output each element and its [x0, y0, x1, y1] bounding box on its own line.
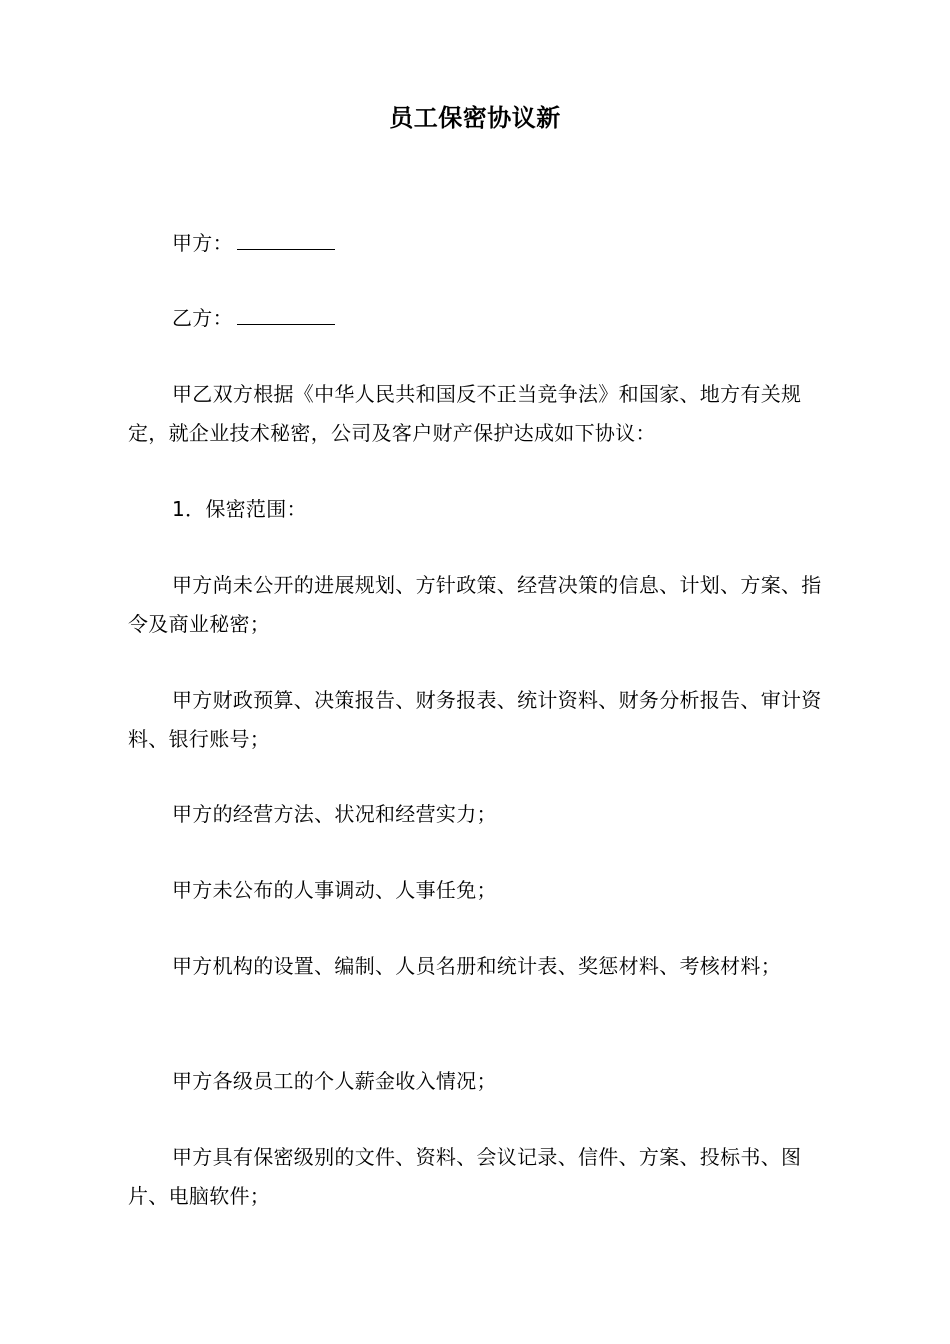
paragraph-scope-item: 甲方的经营方法、状况和经营实力；: [172, 802, 497, 826]
paragraph-intro: 甲乙双方根据《中华人民共和国反不正当竞争法》和国家、地方有关规定，就企业技术秘密，公司及客户财产保护达成如下协议：: [128, 382, 802, 445]
party-a-label: 甲方：: [172, 231, 233, 255]
party-b-blank: [237, 308, 335, 325]
document-title: 员工保密协议新: [389, 104, 561, 132]
paragraph-scope-item: 甲方机构的设置、编制、人员名册和统计表、奖惩材料、考核材料；: [172, 954, 781, 978]
party-a-line: [128, 224, 833, 263]
paragraph-scope-item: 甲方财政预算、决策报告、财务报表、统计资料、财务分析报告、审计资料、银行账号；: [128, 688, 822, 751]
paragraph-scope-item: 甲方各级员工的个人薪金收入情况；: [172, 1069, 497, 1093]
paragraph-scope-item: 甲方具有保密级别的文件、资料、会议记录、信件、方案、投标书、图片、电脑软件；: [128, 1145, 802, 1208]
party-b-line: [128, 299, 833, 338]
party-a-blank: [237, 233, 335, 250]
paragraph-scope-item: 甲方尚未公开的进展规划、方针政策、经营决策的信息、计划、方案、指令及商业秘密；: [128, 573, 822, 636]
paragraph-scope-item: 甲方未公布的人事调动、人事任免；: [172, 878, 497, 902]
section-heading-scope: 1．保密范围：: [172, 497, 307, 521]
party-b-label: 乙方：: [172, 306, 233, 330]
